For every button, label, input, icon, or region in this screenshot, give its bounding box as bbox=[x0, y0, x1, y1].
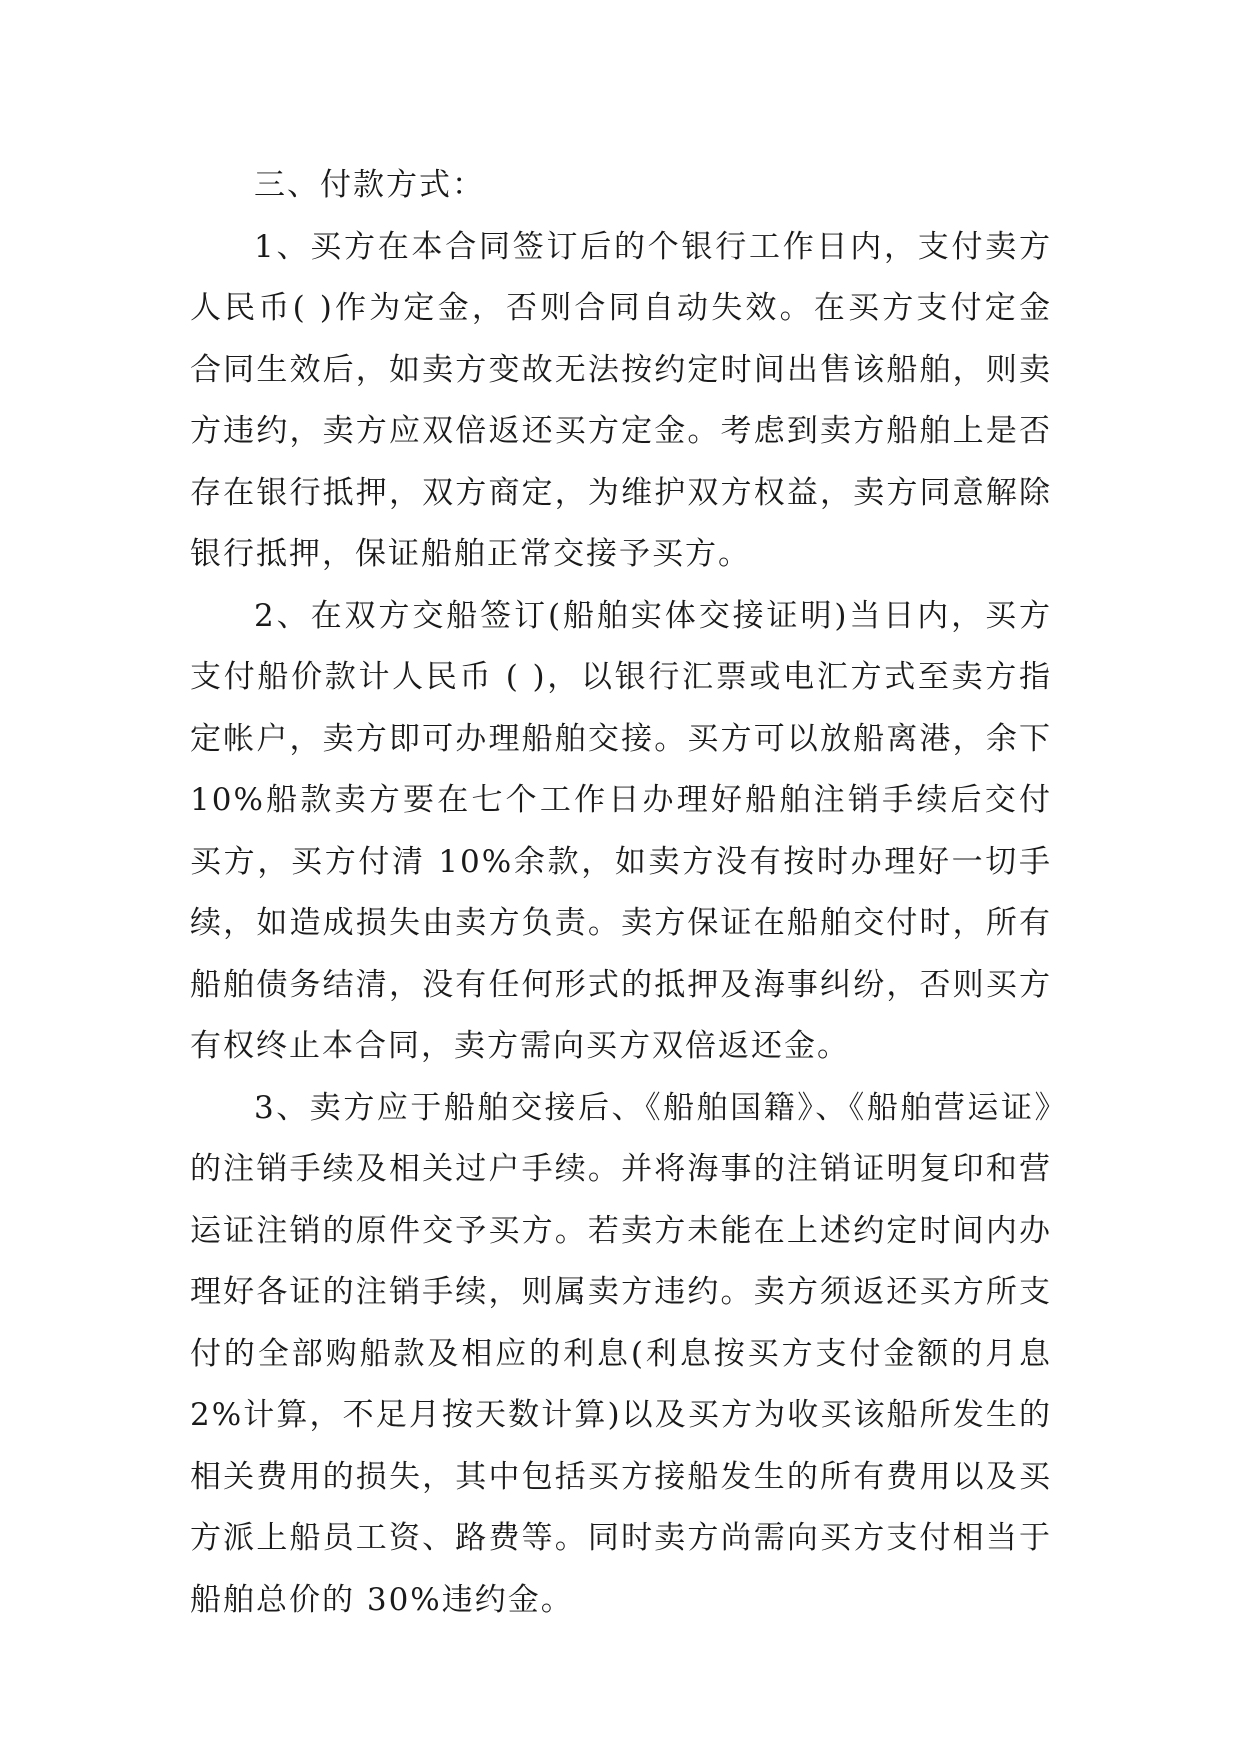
clause-2-paragraph: 2、在双方交船签订(船舶实体交接证明)当日内，买方支付船价款计人民币 ( )，以银行汇票或电汇方式至卖方指定帐户，卖方即可办理船舶交接。买方可以放船离港，余下10%船款卖方要在七个工作日办理好船舶注销手续后交付买方，买方付清 10%余款，如卖方没有按时办理好一切手续，如造成损失由卖方负责。卖方保证在船舶交付时，所有船舶债务结清，没有任何形式的抵押及海事纠纷，否则买方有权终止本合同，卖方需向买方双倍返还金。 bbox=[190, 597, 1052, 1064]
clause-3-paragraph: 3、卖方应于船舶交接后、《船舶国籍》、《船舶营运证》的注销手续及相关过户手续。并将海事的注销证明复印和营运证注销的原件交予买方。若卖方未能在上述约定时间内办理好各证的注销手续，则属卖方违约。卖方须返还买方所支付的全部购船款及相应的利息(利息按买方支付金额的月息2%计算，不足月按天数计算)以及买方为收买该船所发生的相关费用的损失，其中包括买方接船发生的所有费用以及买方派上船员工资、路费等。同时卖方尚需向买方支付相当于船舶总价的 30%违约金。 bbox=[190, 1089, 1052, 1618]
clause-1-paragraph: 1、买方在本合同签订后的个银行工作日内，支付卖方人民币( )作为定金，否则合同自动失效。在买方支付定金合同生效后，如卖方变故无法按约定时间出售该船舶，则卖方违约，卖方应双倍返还买方定金。考虑到卖方船舶上是否存在银行抵押，双方商定，为维护双方权益，卖方同意解除银行抵押，保证船舶正常交接予买方。 bbox=[190, 228, 1052, 572]
section-heading: 三、付款方式： bbox=[254, 167, 485, 203]
document-page bbox=[190, 155, 1052, 1631]
